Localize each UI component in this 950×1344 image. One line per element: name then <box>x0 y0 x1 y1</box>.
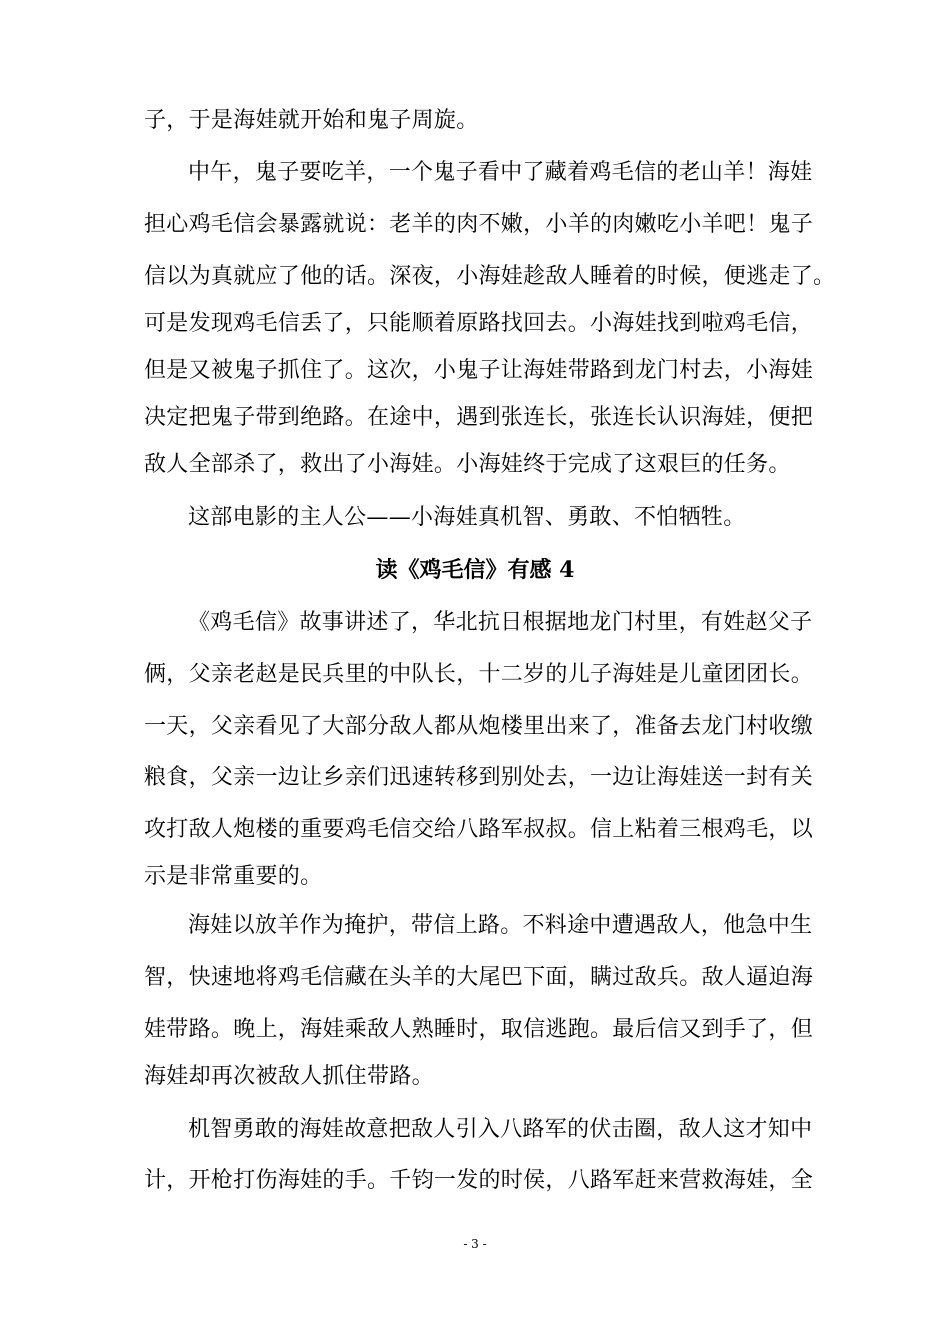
paragraph-line: 敌人全部杀了，救出了小海娃。小海娃终于完成了这艰巨的任务。 <box>144 452 791 477</box>
paragraph-line: 决定把鬼子带到绝路。在途中，遇到张连长，张连长认识海娃，便把 <box>144 405 814 430</box>
paragraph-line: 海娃以放羊作为掩护，带信上路。不料途中遭遇敌人，他急中生 <box>188 913 813 938</box>
section-title: 读《鸡毛信》有感 4 <box>375 557 575 583</box>
paragraph-line: 子，于是海娃就开始和鬼子周旋。 <box>144 108 479 133</box>
paragraph-line: 《鸡毛信》故事讲述了，华北抗日根据地龙门村里，有姓赵父子 <box>188 610 813 635</box>
paragraph-line: 中午，鬼子要吃羊，一个鬼子看中了藏着鸡毛信的老山羊！海娃 <box>188 160 813 185</box>
paragraph-line: 担心鸡毛信会暴露就说：老羊的肉不嫩，小羊的肉嫩吃小羊吧！鬼子 <box>144 212 814 237</box>
paragraph-line: 示是非常重要的。 <box>144 864 323 889</box>
paragraph-line: 信以为真就应了他的话。深夜，小海娃趁敌人睡着的时候，便逃走了。 <box>144 264 836 289</box>
paragraph-line: 这部电影的主人公——小海娃真机智、勇敢、不怕牺牲。 <box>188 505 746 530</box>
paragraph-line: 智，快速地将鸡毛信藏在头羊的大尾巴下面，瞒过敌兵。敌人逼迫海 <box>144 965 814 990</box>
paragraph-line: 可是发现鸡毛信丢了，只能顺着原路找回去。小海娃找到啦鸡毛信， <box>144 311 814 336</box>
paragraph-line: 但是又被鬼子抓住了。这次，小鬼子让海娃带路到龙门村去，小海娃 <box>144 358 814 383</box>
paragraph-line: 海娃却再次被敌人抓住带路。 <box>144 1064 434 1089</box>
page-number: - 3 - <box>463 1237 487 1251</box>
paragraph-line: 娃带路。晚上，海娃乘敌人熟睡时，取信逃跑。最后信又到手了，但 <box>144 1017 814 1042</box>
paragraph-line: 机智勇敢的海娃故意把敌人引入八路军的伏击圈，敌人这才知中 <box>188 1117 813 1142</box>
paragraph-line: 一天，父亲看见了大部分敌人都从炮楼里出来了，准备去龙门村收缴 <box>144 714 814 739</box>
paragraph-line: 攻打敌人炮楼的重要鸡毛信交给八路军叔叔。信上粘着三根鸡毛，以 <box>144 817 814 842</box>
paragraph-line: 粮食，父亲一边让乡亲们迅速转移到别处去，一边让海娃送一封有关 <box>144 765 814 790</box>
paragraph-line: 俩，父亲老赵是民兵里的中队长，十二岁的儿子海娃是儿童团团长。 <box>144 662 814 687</box>
paragraph-line: 计，开枪打伤海娃的手。千钧一发的时侯，八路军赶来营救海娃，全 <box>144 1168 814 1193</box>
